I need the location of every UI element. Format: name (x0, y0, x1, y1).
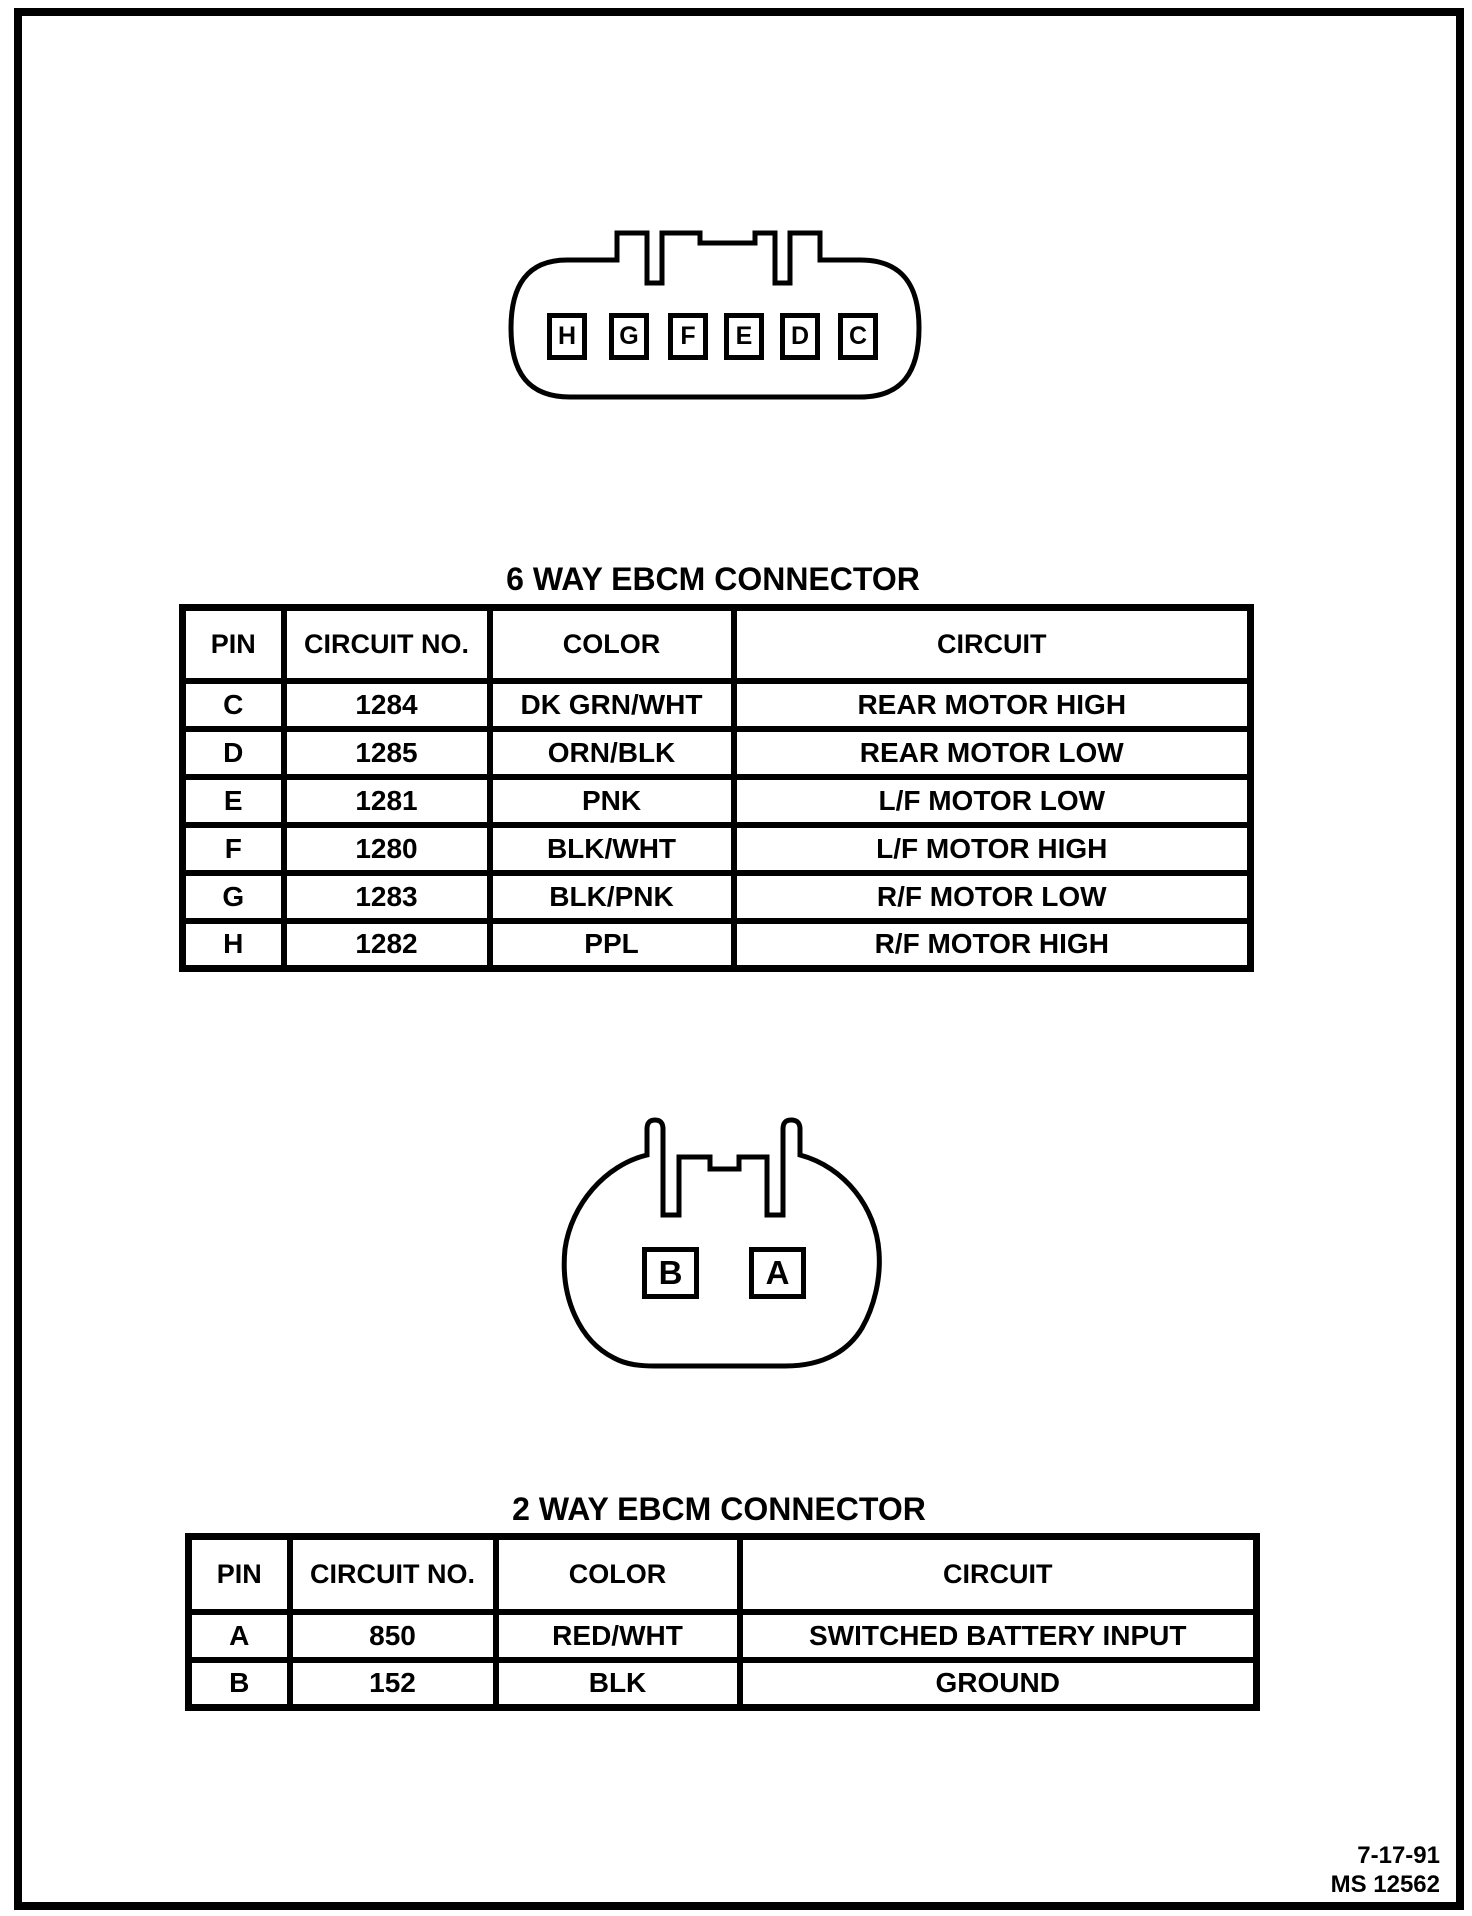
two-way-connector-diagram (557, 1115, 887, 1375)
cell-circuit-no: 1280 (284, 825, 490, 873)
two-way-connector-outline (557, 1115, 887, 1375)
cell-circuit-no: 1285 (284, 729, 490, 777)
cell-circuit: L/F MOTOR HIGH (734, 825, 1251, 873)
cell-circuit: GROUND (740, 1660, 1257, 1708)
table-row (183, 825, 1251, 873)
cell-pin: B (189, 1660, 290, 1708)
cell-pin: A (189, 1612, 290, 1660)
cell-color: BLK/WHT (490, 825, 734, 873)
cell-color: ORN/BLK (490, 729, 734, 777)
table-row (183, 729, 1251, 777)
column-header-color: COLOR (496, 1537, 740, 1612)
cell-circuit-no: 1284 (284, 681, 490, 729)
six-way-pin-table (179, 604, 1254, 972)
column-header-pin: PIN (189, 1537, 290, 1612)
pin-cavity-b: B (642, 1247, 699, 1299)
cell-circuit: REAR MOTOR HIGH (734, 681, 1251, 729)
cell-pin: E (183, 777, 284, 825)
column-header-circuit-no: CIRCUIT NO. (284, 608, 490, 681)
cell-color: BLK (496, 1660, 740, 1708)
document-number: MS 12562 (1330, 1871, 1440, 1898)
cell-color: RED/WHT (496, 1612, 740, 1660)
table-header-row (189, 1537, 1257, 1612)
cell-circuit-no: 850 (290, 1612, 496, 1660)
cell-circuit-no: 1282 (284, 921, 490, 969)
pin-cavity-d: D (780, 313, 820, 360)
two-way-pin-table (185, 1533, 1260, 1711)
column-header-circuit: CIRCUIT (734, 608, 1251, 681)
column-header-color: COLOR (490, 608, 734, 681)
cell-circuit-no: 152 (290, 1660, 496, 1708)
cell-circuit: R/F MOTOR LOW (734, 873, 1251, 921)
pin-cavity-f: F (668, 313, 708, 360)
cell-pin: D (183, 729, 284, 777)
cell-circuit: SWITCHED BATTERY INPUT (740, 1612, 1257, 1660)
cell-color: PNK (490, 777, 734, 825)
cell-pin: H (183, 921, 284, 969)
pin-cavity-a: A (749, 1247, 806, 1299)
revision-date: 7-17-91 (1357, 1842, 1440, 1869)
table-row (183, 873, 1251, 921)
pin-cavity-g: G (609, 313, 649, 360)
table-row (183, 681, 1251, 729)
pin-cavity-e: E (724, 313, 764, 360)
cell-color: BLK/PNK (490, 873, 734, 921)
cell-color: DK GRN/WHT (490, 681, 734, 729)
pin-cavity-c: C (838, 313, 878, 360)
table-row (189, 1660, 1257, 1708)
table-row (183, 921, 1251, 969)
cell-color: PPL (490, 921, 734, 969)
table-row (189, 1612, 1257, 1660)
cell-circuit: REAR MOTOR LOW (734, 729, 1251, 777)
cell-pin: G (183, 873, 284, 921)
two-way-table-title: 2 WAY EBCM CONNECTOR (512, 1491, 926, 1527)
column-header-circuit-no: CIRCUIT NO. (290, 1537, 496, 1612)
document-id-block (1331, 1841, 1440, 1899)
cell-circuit-no: 1281 (284, 777, 490, 825)
cell-pin: F (183, 825, 284, 873)
cell-circuit-no: 1283 (284, 873, 490, 921)
six-way-connector-diagram (505, 225, 925, 405)
column-header-pin: PIN (183, 608, 284, 681)
column-header-circuit: CIRCUIT (740, 1537, 1257, 1612)
pin-cavity-h: H (547, 313, 587, 360)
table-row (183, 777, 1251, 825)
six-way-table-title: 6 WAY EBCM CONNECTOR (506, 561, 920, 597)
table-header-row (183, 608, 1251, 681)
cell-pin: C (183, 681, 284, 729)
cell-circuit: L/F MOTOR LOW (734, 777, 1251, 825)
cell-circuit: R/F MOTOR HIGH (734, 921, 1251, 969)
